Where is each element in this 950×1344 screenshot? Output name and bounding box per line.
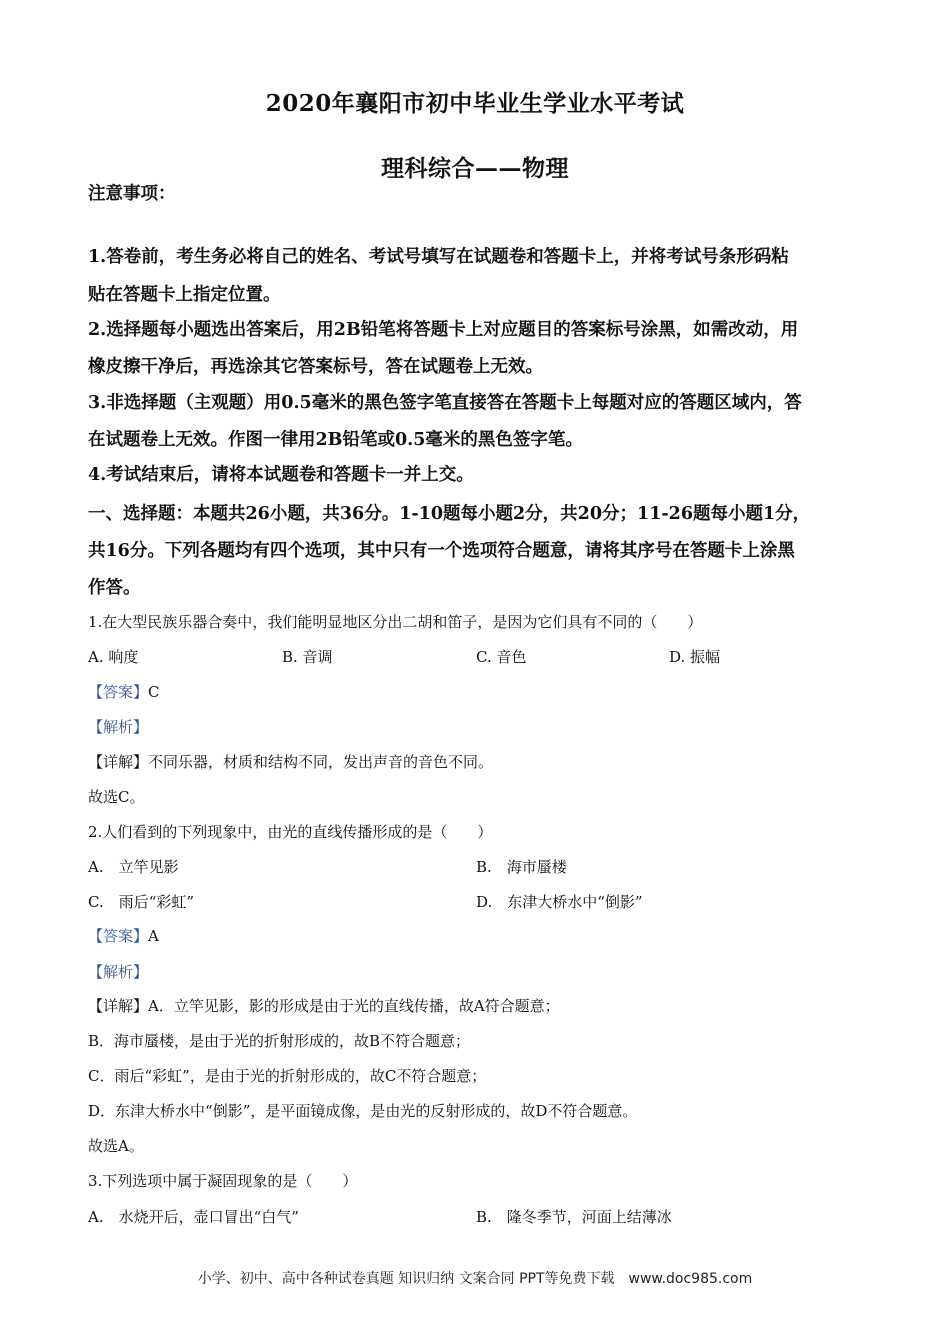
q2-detail: C．雨后“彩虹”，是由于光的折射形成的，故C不符合题意； xyxy=(88,1067,487,1085)
question-3-stem: 3.下列选项中属于凝固现象的是（ ） xyxy=(88,1172,358,1190)
answer-value: C xyxy=(148,683,160,701)
q1-answer xyxy=(88,681,160,702)
notice-line: 贴在答题卡上指定位置。 xyxy=(88,285,281,305)
notice-line: 3.非选择题（主观题）用0.5毫米的黑色签字笔直接答在答题卡上每题对应的答题区域内，答 xyxy=(88,393,802,413)
q2-answer xyxy=(88,925,159,946)
q2-conclusion: 故选A。 xyxy=(88,1137,144,1155)
q2-detail: B．海市蜃楼，是由于光的折射形成的，故B不符合题意； xyxy=(88,1032,471,1050)
q1-option-b: B. 音调 xyxy=(282,648,333,666)
q2-option-c: C. 雨后“彩虹” xyxy=(88,893,195,911)
q2-analysis-label: 【解析】 xyxy=(88,963,149,981)
q1-conclusion: 故选C。 xyxy=(88,788,145,806)
q2-option-b: B. 海市蜃楼 xyxy=(476,858,567,876)
section-instruction: 作答。 xyxy=(88,578,141,598)
q2-detail: 【详解】A．立竿见影，影的形成是由于光的直线传播，故A符合题意； xyxy=(88,997,560,1015)
q1-option-c: C. 音色 xyxy=(476,648,527,666)
q2-detail: D．东津大桥水中“倒影”，是平面镜成像，是由光的反射形成的，故D不符合题意。 xyxy=(88,1102,638,1120)
question-2-stem: 2.人们看到的下列现象中，由光的直线传播形成的是（ ） xyxy=(88,823,493,841)
exam-subtitle: 理科综合——物理 xyxy=(381,155,569,182)
q2-option-d: D. 东津大桥水中“倒影” xyxy=(476,893,643,911)
answer-label: 【答案】 xyxy=(88,927,149,945)
section-instruction: 一、选择题：本题共26小题，共36分。1-10题每小题2分，共20分；11-26题每小题1分， xyxy=(88,504,811,524)
footer-watermark: 小学、初中、高中各种试卷真题 知识归纳 文案合同 PPT等免费下载 www.doc985.com xyxy=(197,1271,753,1287)
q2-option-a: A. 立竿见影 xyxy=(88,858,179,876)
exam-title: 2020年襄阳市初中毕业生学业水平考试 xyxy=(265,90,685,117)
q1-detail: 【详解】不同乐器，材质和结构不同，发出声音的音色不同。 xyxy=(88,753,494,771)
q3-option-a: A. 水烧开后，壶口冒出“白气” xyxy=(88,1208,299,1226)
q3-option-b: B. 隆冬季节，河面上结薄冰 xyxy=(476,1208,672,1226)
question-1-stem: 1.在大型民族乐器合奏中，我们能明显地区分出二胡和笛子，是因为它们具有不同的（ ） xyxy=(88,613,703,631)
notice-line: 4.考试结束后，请将本试题卷和答题卡一并上交。 xyxy=(88,465,474,485)
section-instruction: 共16分。下列各题均有四个选项，其中只有一个选项符合题意，请将其序号在答题卡上涂黑 xyxy=(88,541,795,561)
q1-option-d: D. 振幅 xyxy=(669,648,721,666)
notice-line: 在试题卷上无效。作图一律用2B铅笔或0.5毫米的黑色签字笔。 xyxy=(88,430,583,450)
answer-value: A xyxy=(148,927,159,945)
q1-analysis-label: 【解析】 xyxy=(88,718,149,736)
q1-option-a: A. 响度 xyxy=(88,648,139,666)
notice-line: 1.答卷前，考生务必将自己的姓名、考试号填写在试题卷和答题卡上，并将考试号条形码粘 xyxy=(88,247,789,267)
notice-line: 2.选择题每小题选出答案后，用2B铅笔将答题卡上对应题目的答案标号涂黑，如需改动，用 xyxy=(88,320,799,340)
notice-line: 橡皮擦干净后，再选涂其它答案标号，答在试题卷上无效。 xyxy=(88,357,543,377)
answer-label: 【答案】 xyxy=(88,683,149,701)
notice-heading: 注意事项： xyxy=(88,184,176,204)
